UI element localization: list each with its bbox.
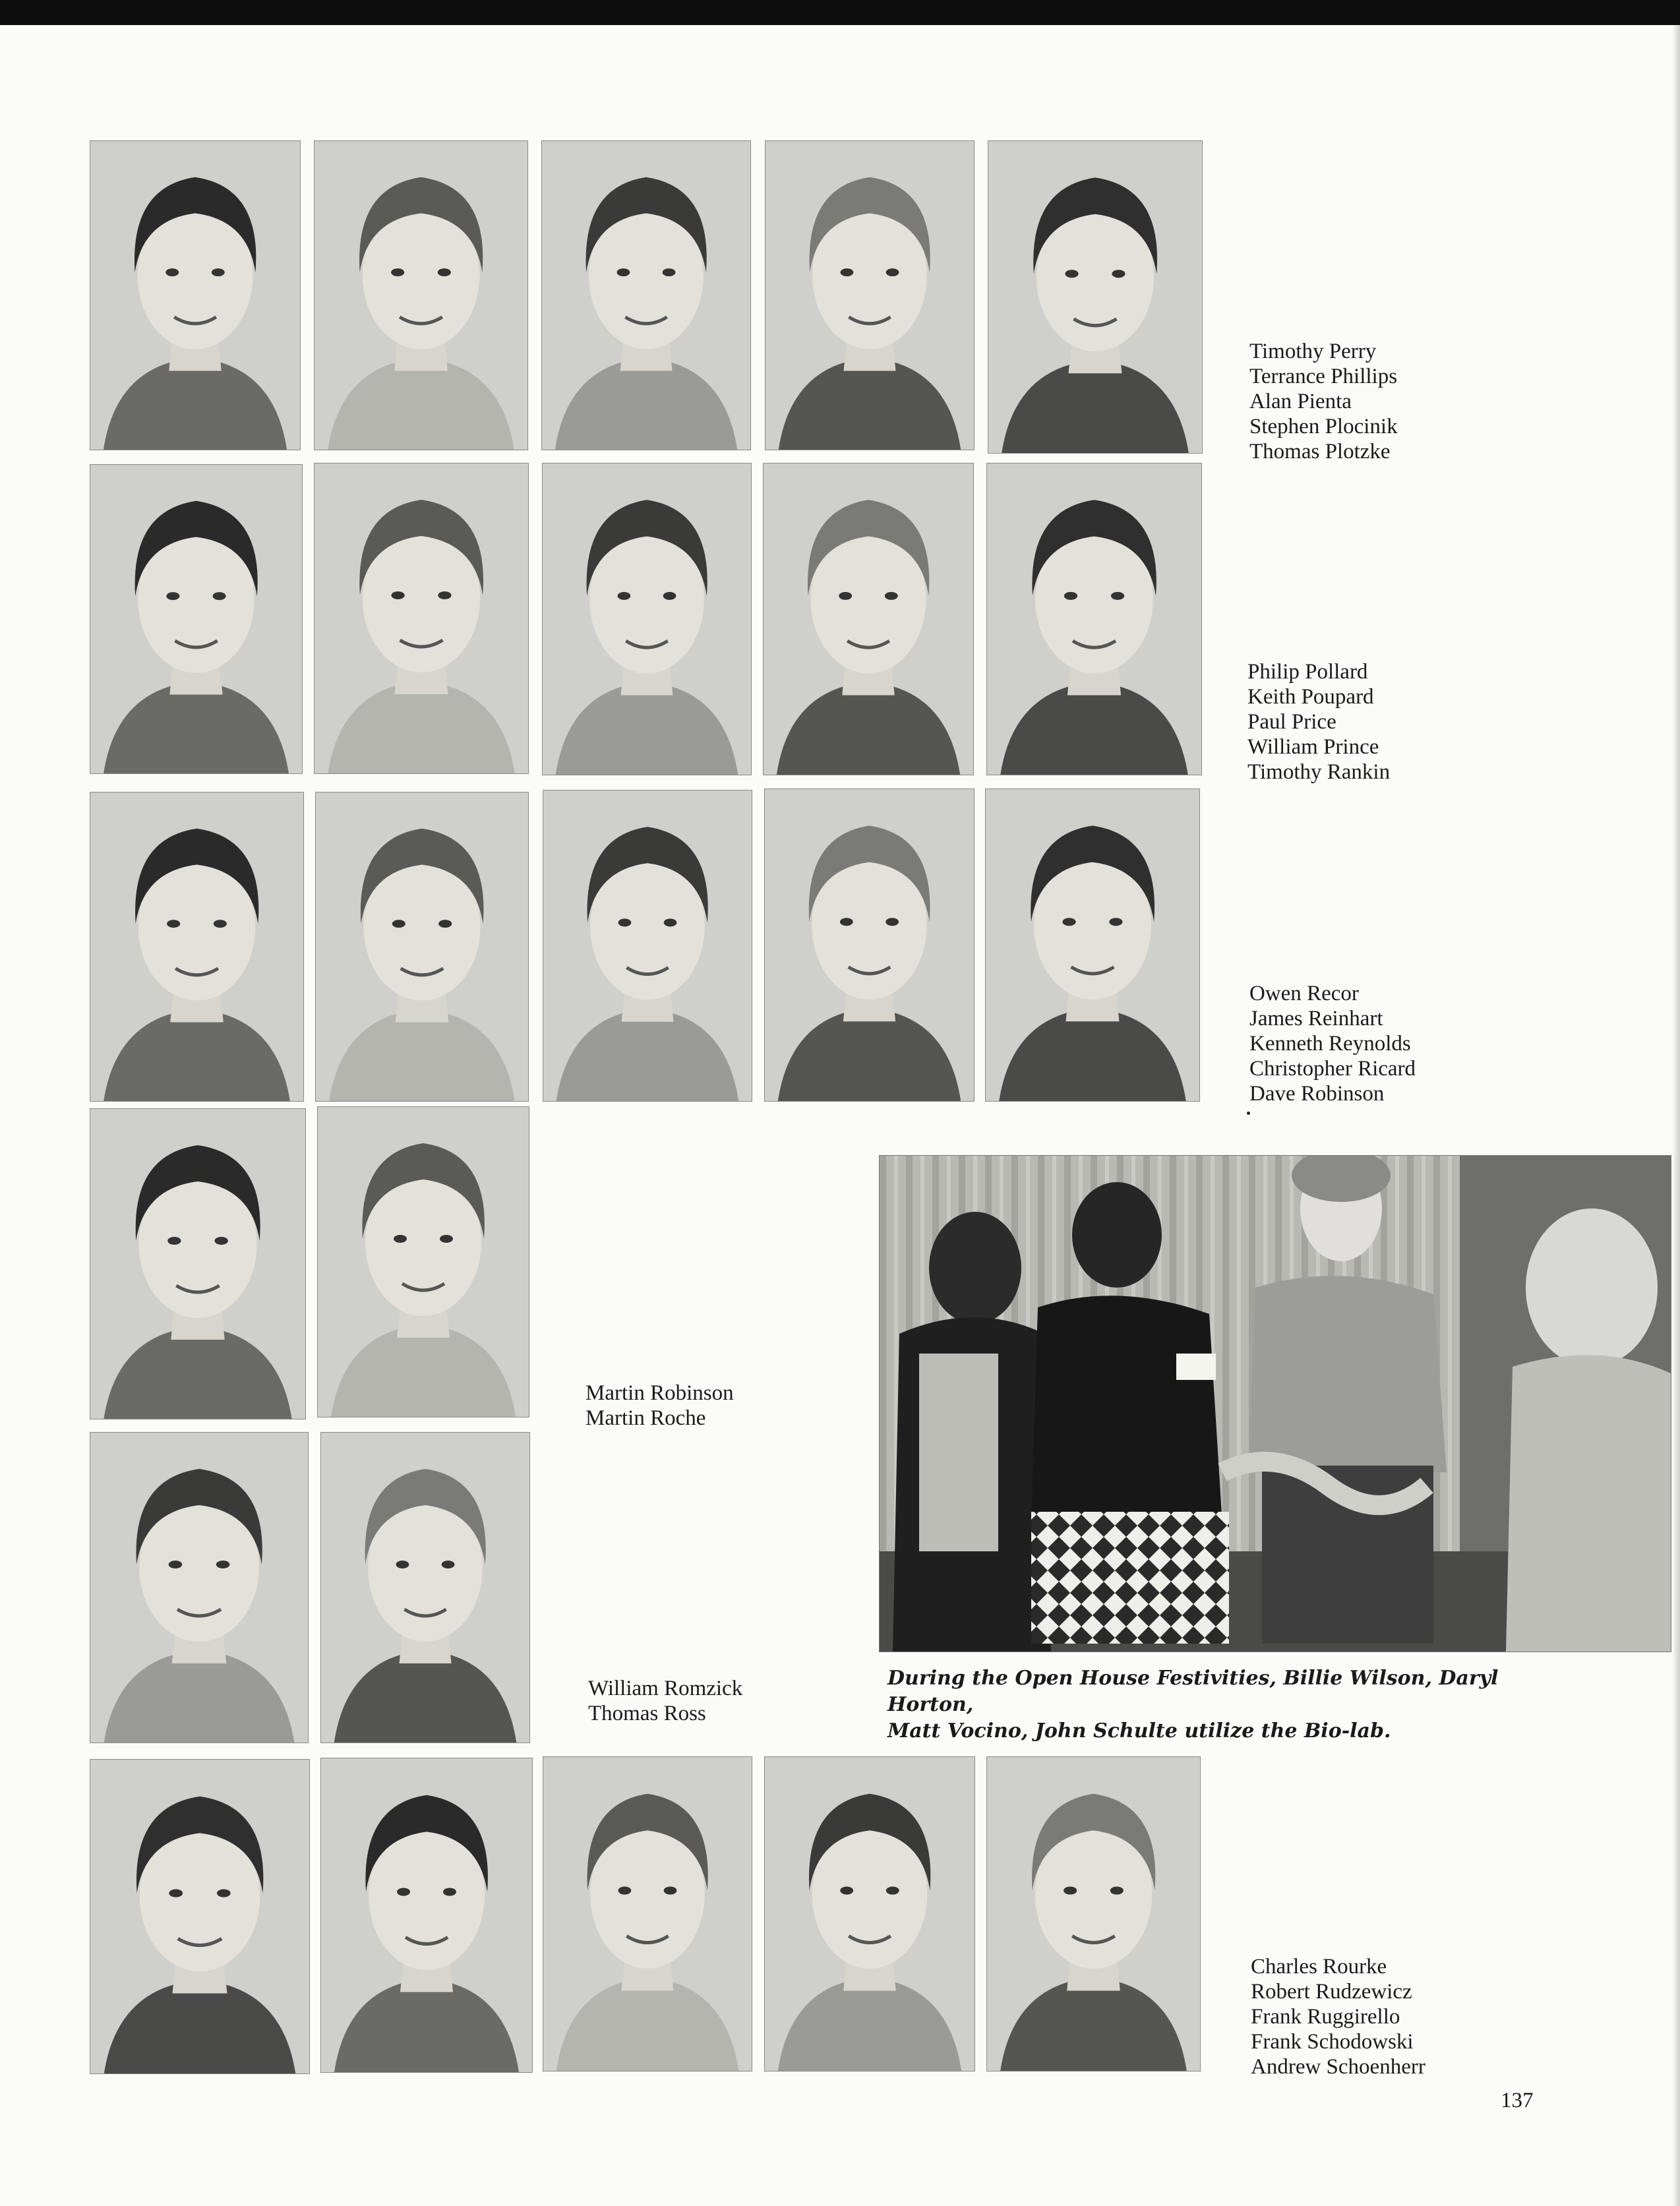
name-4-1: Martin Robinson bbox=[585, 1381, 734, 1405]
portrait-alan-pienta bbox=[541, 140, 751, 450]
portrait-thomas-plotzke bbox=[988, 140, 1203, 454]
portrait-kenneth-reynolds bbox=[543, 790, 752, 1102]
name-4-2: Martin Roche bbox=[585, 1406, 706, 1430]
portrait-james-reinhart bbox=[315, 792, 529, 1102]
portrait-image bbox=[318, 1107, 529, 1417]
name-6-4: Frank Schodowski bbox=[1251, 2030, 1414, 2054]
names-row-1 bbox=[1249, 339, 1398, 464]
caption-line-1: During the Open House Festivities, Billie Wilson, Daryl Horton, bbox=[887, 1667, 1499, 1716]
portrait-charles-rourke bbox=[90, 1759, 310, 2074]
portrait-timothy-perry bbox=[90, 140, 301, 450]
portrait-image bbox=[765, 1757, 975, 2071]
portrait-image bbox=[315, 141, 527, 450]
portrait-frank-schodowski bbox=[764, 1756, 975, 2072]
portrait-martin-roche bbox=[317, 1106, 529, 1417]
page-edge-shadow bbox=[1672, 25, 1680, 2206]
names-row-6 bbox=[1251, 1954, 1425, 2079]
portrait-image bbox=[90, 1109, 305, 1419]
caption-line-2: Matt Vocino, John Schulte utilize the Bio-lab. bbox=[887, 1719, 1391, 1743]
portrait-image bbox=[315, 463, 528, 773]
portrait-image bbox=[90, 1760, 309, 2073]
portrait-stephen-plocinik bbox=[765, 140, 975, 450]
portrait-image bbox=[316, 792, 528, 1101]
portrait-paul-price bbox=[542, 463, 752, 775]
portrait-image bbox=[765, 789, 974, 1101]
portrait-martin-robinson bbox=[90, 1108, 306, 1419]
names-row-4 bbox=[585, 1381, 734, 1431]
name-6-3: Frank Ruggirello bbox=[1251, 2005, 1400, 2029]
name-6-2: Robert Rudzewicz bbox=[1251, 1980, 1412, 2004]
names-row-3 bbox=[1249, 981, 1416, 1106]
portrait-image bbox=[543, 790, 752, 1101]
portrait-frank-ruggirello bbox=[543, 1756, 752, 2072]
portrait-keith-poupard bbox=[314, 463, 529, 774]
name-1-2: Terrance Phillips bbox=[1249, 365, 1398, 388]
portrait-image bbox=[542, 141, 750, 450]
candid-photo-bio-lab bbox=[879, 1155, 1671, 1652]
portrait-terrance-phillips bbox=[314, 140, 528, 450]
portrait-image bbox=[543, 1757, 752, 2071]
portrait-owen-recor bbox=[90, 792, 304, 1102]
portrait-image bbox=[90, 141, 300, 450]
names-row-2 bbox=[1247, 659, 1390, 785]
portrait-thomas-ross bbox=[320, 1432, 530, 1743]
name-3-5: Dave Robinson bbox=[1249, 1082, 1385, 1106]
portrait-timothy-rankin bbox=[986, 463, 1202, 775]
name-5-2: Thomas Ross bbox=[588, 1702, 706, 1725]
name-2-2: Keith Poupard bbox=[1247, 685, 1374, 709]
name-1-5: Thomas Plotzke bbox=[1249, 440, 1391, 463]
portrait-image bbox=[90, 1433, 308, 1743]
portrait-image bbox=[321, 1758, 532, 2072]
portrait-philip-pollard bbox=[90, 464, 303, 774]
portrait-robert-rudzewicz bbox=[320, 1758, 533, 2073]
portrait-andrew-schoenherr bbox=[986, 1756, 1201, 2072]
page-number: 137 bbox=[1501, 2089, 1534, 2112]
portrait-image bbox=[986, 789, 1199, 1101]
candid-photo-image bbox=[880, 1156, 1671, 1652]
photo-caption bbox=[887, 1665, 1547, 1744]
name-3-3: Kenneth Reynolds bbox=[1249, 1032, 1411, 1056]
name-2-1: Philip Pollard bbox=[1247, 660, 1368, 684]
portrait-christopher-ricard bbox=[764, 789, 975, 1102]
portrait-image bbox=[765, 141, 974, 450]
name-2-5: Timothy Rankin bbox=[1247, 760, 1391, 784]
name-3-1: Owen Recor bbox=[1249, 982, 1359, 1005]
portrait-image bbox=[764, 463, 973, 775]
name-3-2: James Reinhart bbox=[1249, 1007, 1383, 1030]
portrait-william-prince bbox=[763, 463, 974, 775]
name-5-1: William Romzick bbox=[588, 1677, 743, 1700]
portrait-image bbox=[988, 141, 1202, 453]
yearbook-page bbox=[0, 25, 1680, 2206]
name-1-4: Stephen Plocinik bbox=[1249, 415, 1398, 438]
name-1-1: Timothy Perry bbox=[1249, 340, 1377, 363]
print-speck bbox=[1247, 1112, 1250, 1115]
name-6-5: Andrew Schoenherr bbox=[1251, 2055, 1425, 2079]
portrait-dave-robinson bbox=[985, 789, 1200, 1102]
portrait-william-romzick bbox=[90, 1432, 309, 1743]
names-row-5 bbox=[588, 1676, 742, 1726]
name-2-4: William Prince bbox=[1247, 735, 1379, 759]
portrait-image bbox=[987, 463, 1201, 775]
portrait-image bbox=[987, 1757, 1200, 2071]
portrait-image bbox=[90, 792, 303, 1101]
name-2-3: Paul Price bbox=[1247, 710, 1336, 734]
portrait-image bbox=[90, 465, 302, 773]
portrait-image bbox=[543, 463, 751, 775]
portrait-image bbox=[321, 1433, 529, 1743]
name-3-4: Christopher Ricard bbox=[1249, 1057, 1416, 1081]
name-6-1: Charles Rourke bbox=[1251, 1955, 1387, 1979]
name-1-3: Alan Pienta bbox=[1249, 390, 1352, 413]
